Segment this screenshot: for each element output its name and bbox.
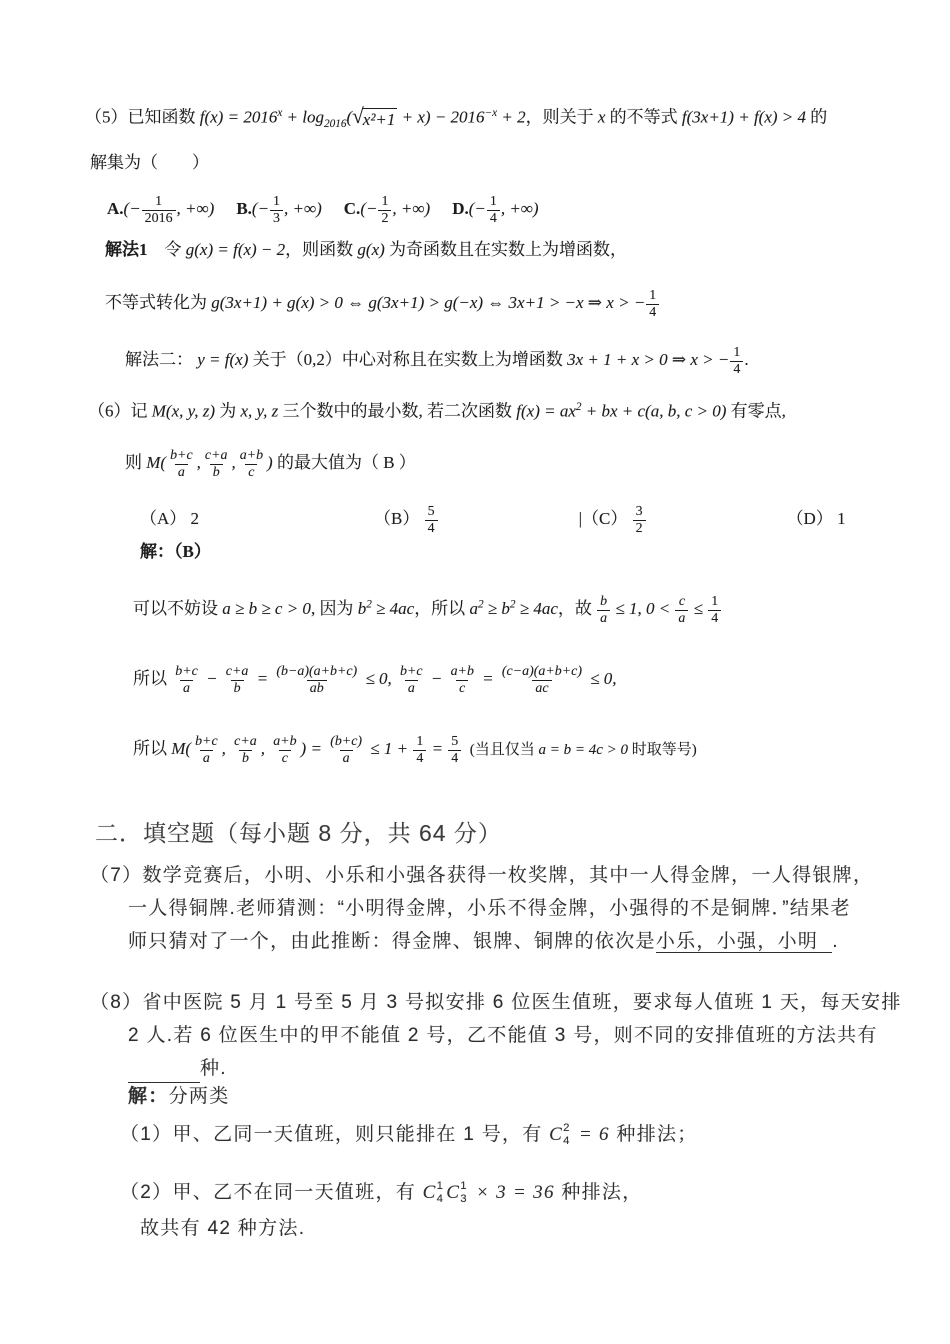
option-label: C. (343, 199, 361, 219)
math-text: (− (251, 199, 270, 219)
math-text: = (252, 669, 273, 689)
math-text: g(3x+1) + g(x) > 0 ⇔ g(3x+1) > g(−x) ⇔ 3x+1 > −x ⇒ x > − (211, 293, 646, 313)
text: 的最大值为（ B ） (272, 453, 416, 473)
math-text: , (260, 739, 270, 759)
numerator: b+c (170, 448, 193, 463)
denominator: 4 (708, 610, 721, 627)
fraction (270, 734, 299, 766)
fraction (448, 734, 461, 766)
text: 一人得铜牌.老师猜测：“小明得金牌，小乐不得金牌，小强得的不是铜牌．”结果老 (128, 898, 851, 919)
denominator: 4 (448, 750, 461, 767)
math-text: a (469, 599, 478, 619)
text: 分两类 (168, 1086, 230, 1107)
math-text: x (597, 107, 606, 127)
denominator: ab (307, 680, 327, 697)
bold-text: 解：（B） (140, 542, 211, 561)
math-text: − (201, 669, 222, 689)
denominator: a (405, 680, 418, 697)
text: （D） 1 (786, 509, 846, 529)
superscript: 2 (575, 401, 582, 413)
q5-statement (85, 103, 828, 132)
denominator: 2016 (142, 210, 176, 227)
math-text: ) (267, 453, 273, 473)
denominator: c (456, 680, 468, 697)
math-text: = (427, 739, 448, 759)
denominator: 4 (487, 210, 500, 227)
math-text: a = b = 4c > 0 (538, 742, 629, 759)
math-text: b (357, 599, 367, 619)
denominator: b (210, 464, 223, 481)
fraction (172, 664, 201, 696)
text: 2 人.若 6 位医生中的甲不能值 2 号，乙不能值 3 号，则不同的安排值班的方法共有 (128, 1025, 878, 1046)
q6-options (140, 504, 846, 536)
q8-blank-line (128, 1056, 227, 1083)
text: ，则关于 (525, 107, 598, 127)
numerator: a+b (273, 734, 297, 749)
math-text: = (477, 669, 498, 689)
math-text: = 6 (572, 1124, 610, 1146)
numerator: 1 (381, 194, 389, 209)
text: 为奇函数且在实数上为增函数， (384, 240, 628, 259)
numerator: (b+c) (330, 734, 363, 749)
numerator: (b−a)(a+b+c) (276, 664, 358, 679)
math-text: ( (346, 107, 353, 127)
q6-answer (140, 541, 211, 564)
fraction (708, 594, 721, 626)
radical-sign-icon: √ (352, 103, 364, 128)
upper-index: 1 (460, 1180, 468, 1192)
text: （7）数学竞赛后，小明、小乐和小强各获得一枚奖牌，其中一人得金牌，一人得银牌， (90, 865, 874, 886)
numerator: 1 (273, 194, 281, 209)
denominator: c (279, 750, 291, 767)
fraction (425, 504, 438, 536)
text: 的不等式 (605, 107, 682, 127)
denominator: a (675, 610, 688, 627)
denominator: b (239, 750, 252, 767)
fraction (633, 504, 646, 536)
fraction (675, 594, 688, 626)
underlined-answer: 小乐，小强，小明 (656, 931, 832, 953)
text: 可以不妨设 (133, 599, 223, 619)
math-text: C (422, 1182, 437, 1204)
fraction (327, 734, 365, 766)
math-text: f(x) = ax (516, 401, 576, 421)
text: ，则函数 (285, 240, 358, 259)
q5-solution1 (105, 239, 627, 262)
q6-stem-tail (125, 448, 416, 480)
text: （2）甲、乙不在同一天值班，有 (120, 1182, 423, 1204)
text: |（C） (578, 509, 632, 529)
fraction (167, 448, 196, 480)
math-text: + 2 (497, 107, 526, 127)
numerator: c+a (234, 734, 257, 749)
q8-case2 (120, 1180, 643, 1206)
lower-index: 4 (563, 1135, 571, 1148)
fraction (413, 734, 426, 766)
math-text: x, y, z (240, 401, 279, 421)
text: 关于（0,2）中心对称且在实数上为增函数 (248, 350, 568, 370)
denominator: 4 (730, 361, 743, 378)
denominator: 2 (633, 520, 646, 537)
math-text: (− (123, 199, 141, 219)
superscript: −x (484, 107, 498, 119)
superscript: x (277, 107, 283, 119)
math-text: ≤ 1, 0 < (611, 599, 675, 619)
denominator: 4 (646, 304, 659, 321)
section2-header (95, 818, 502, 849)
denominator: 4 (413, 750, 426, 767)
q8-solution-head (128, 1084, 230, 1110)
text: ，故 (557, 599, 597, 619)
fraction (273, 664, 360, 696)
math-text: , (231, 453, 236, 473)
lower-index: 3 (460, 1193, 468, 1206)
math-text: M( (146, 453, 167, 473)
numerator: b+c (175, 664, 198, 679)
math-text: a ≥ b ≥ c > 0 (222, 599, 311, 619)
fraction (646, 288, 659, 320)
numerator: 5 (451, 734, 459, 749)
denominator: 2 (378, 210, 391, 227)
q6-statement (88, 400, 786, 424)
math-text: + log (282, 107, 324, 127)
denominator: a (175, 464, 188, 481)
q5-solution1-step (105, 288, 660, 320)
q5-options (107, 194, 539, 226)
numerator: b+c (400, 664, 423, 679)
q7-line1 (90, 863, 873, 889)
math-text: , (196, 453, 201, 473)
math-text: , +∞) (284, 199, 322, 219)
numerator: c (678, 594, 685, 609)
numerator: (c−a)(a+b+c) (501, 664, 582, 679)
math-text: ≥ 4ac (371, 599, 415, 619)
text: 解集为（ ） (90, 153, 209, 172)
text: ，所以 (414, 599, 470, 619)
text: , 因为 (310, 599, 358, 619)
q8-line1 (90, 990, 902, 1016)
q6-proof-3 (133, 734, 697, 766)
q8-conclusion (140, 1216, 305, 1242)
text: （A） 2 (140, 509, 200, 529)
stacked-scripts (563, 1122, 571, 1148)
fraction (448, 664, 477, 696)
text: 时取等号) (628, 742, 697, 759)
q8-line2 (128, 1023, 878, 1049)
math-text: M(x, y, z) (151, 401, 216, 421)
sqrt-radical (352, 103, 397, 132)
numerator: a+b (239, 448, 264, 463)
text: （1）甲、乙同一天值班，则只能排在 1 号，有 (120, 1124, 550, 1146)
fraction (237, 448, 266, 480)
fraction (202, 448, 231, 480)
superscript: 2 (366, 598, 372, 611)
math-text: , +∞) (392, 199, 431, 219)
text: 令 (147, 240, 186, 259)
text: . (744, 350, 749, 370)
math-text: C (549, 1124, 564, 1146)
upper-index: 2 (563, 1122, 571, 1134)
fraction (142, 194, 176, 226)
math-text: , (221, 739, 231, 759)
math-text: g(x) = f(x) − 2 (185, 240, 286, 259)
text: 三个数中的最小数, 若二次函数 (278, 401, 517, 421)
denominator: 4 (425, 520, 438, 537)
bold-text: 解： (128, 1086, 169, 1107)
math-text: M( (171, 739, 192, 759)
text: （5）已知函数 (85, 107, 200, 127)
text: 为 (215, 401, 241, 421)
numerator: 1 (489, 194, 497, 209)
option-label: D. (452, 199, 469, 219)
math-text: f(3x+1) + f(x) > 4 (681, 107, 807, 127)
fraction (499, 664, 585, 696)
numerator: 1 (733, 345, 741, 360)
q5-solution2 (125, 345, 749, 377)
math-text: ) = (300, 739, 327, 759)
math-text: ≤ 0, (361, 669, 397, 689)
math-text: g(x) (357, 240, 385, 259)
math-text: (− (360, 199, 378, 219)
q5-stem-tail (90, 152, 209, 175)
stacked-scripts (460, 1180, 468, 1206)
text: 所以 (133, 739, 172, 759)
numerator: 5 (427, 504, 435, 519)
text: 有零点, (726, 401, 786, 421)
math-text: 3x + 1 + x > 0 ⇒ x > − (567, 350, 730, 370)
math-text: ≤ (689, 599, 708, 619)
fraction (231, 734, 260, 766)
math-text: − (426, 669, 447, 689)
numerator: b+c (195, 734, 218, 749)
text: 种. (200, 1058, 227, 1079)
q8-case1 (120, 1122, 698, 1148)
math-text: , +∞) (500, 199, 539, 219)
numerator: a+b (450, 664, 474, 679)
denominator: a (180, 680, 193, 697)
fraction (378, 194, 391, 226)
fraction (487, 194, 500, 226)
text: 的 (806, 107, 828, 127)
math-text: (− (468, 199, 486, 219)
math-text: y = f(x) (197, 350, 249, 370)
text: 不等式转化为 (105, 293, 212, 313)
math-text: ≤ 1 + (366, 739, 413, 759)
underlined-answer (128, 1056, 200, 1083)
math-text: × 3 = 36 (469, 1182, 555, 1204)
math-text: ≥ b (483, 599, 510, 619)
upper-index: 1 (436, 1180, 445, 1192)
math-text: ≤ 0, (585, 669, 617, 689)
q6-proof-1 (133, 594, 722, 626)
math-text: + bx + c(a, b, c > 0) (581, 401, 727, 421)
subscript: 2016 (324, 118, 347, 131)
text: （8）省中医院 5 月 1 号至 5 月 3 号拟安排 6 位医生值班，要求每人值班 1 天，每天安排 (90, 992, 902, 1013)
stacked-scripts (437, 1180, 445, 1206)
fraction (192, 734, 221, 766)
numerator: 3 (635, 504, 643, 519)
text: （B） (374, 509, 424, 529)
denominator: ac (532, 680, 551, 697)
text: 故共有 42 种方法. (140, 1218, 306, 1239)
text: 种排法； (609, 1124, 698, 1146)
denominator: a (340, 750, 353, 767)
text: 二．填空题（每小题 8 分，共 64 分） (95, 820, 502, 846)
denominator: a (200, 750, 213, 767)
superscript: 2 (477, 598, 484, 611)
text: 则 (125, 453, 147, 473)
option-label: B. (236, 199, 252, 219)
fraction (270, 194, 283, 226)
math-text: ≥ 4ac (515, 599, 558, 619)
text: 师只猜对了一个，由此推断：得金牌、银牌、铜牌的依次是 (128, 931, 656, 952)
numerator: 1 (416, 734, 424, 749)
math-text: C (446, 1182, 461, 1204)
radicand: x²+1 (362, 108, 398, 132)
fraction (223, 664, 252, 696)
math-text: f(x) = 2016 (199, 107, 278, 127)
option-label: A. (107, 199, 124, 219)
denominator: b (231, 680, 244, 697)
fraction (397, 664, 426, 696)
q7-line2 (128, 896, 851, 922)
math-text: , +∞) (176, 199, 215, 219)
denominator: 3 (270, 210, 283, 227)
numerator: c+a (225, 664, 249, 679)
text: 解法二： (125, 350, 198, 370)
text: （6）记 (88, 401, 152, 421)
q6-proof-2 (133, 664, 617, 696)
numerator: 1 (711, 594, 719, 609)
denominator: c (245, 464, 257, 481)
text: 所以 (133, 669, 172, 689)
math-text: + x) − 2016 (397, 107, 485, 127)
bold-text: 解法1 (105, 240, 148, 259)
text: 种排法， (554, 1182, 643, 1204)
superscript: 2 (509, 598, 516, 611)
text: . (832, 931, 839, 952)
fraction (730, 345, 743, 377)
denominator: a (597, 610, 610, 627)
numerator: 1 (155, 194, 163, 209)
lower-index: 4 (436, 1193, 445, 1206)
text: (当且仅当 (462, 742, 539, 759)
numerator: 1 (649, 288, 657, 303)
fraction (597, 594, 610, 626)
numerator: b (600, 594, 608, 609)
q7-line3 (128, 929, 839, 955)
numerator: c+a (204, 448, 228, 463)
